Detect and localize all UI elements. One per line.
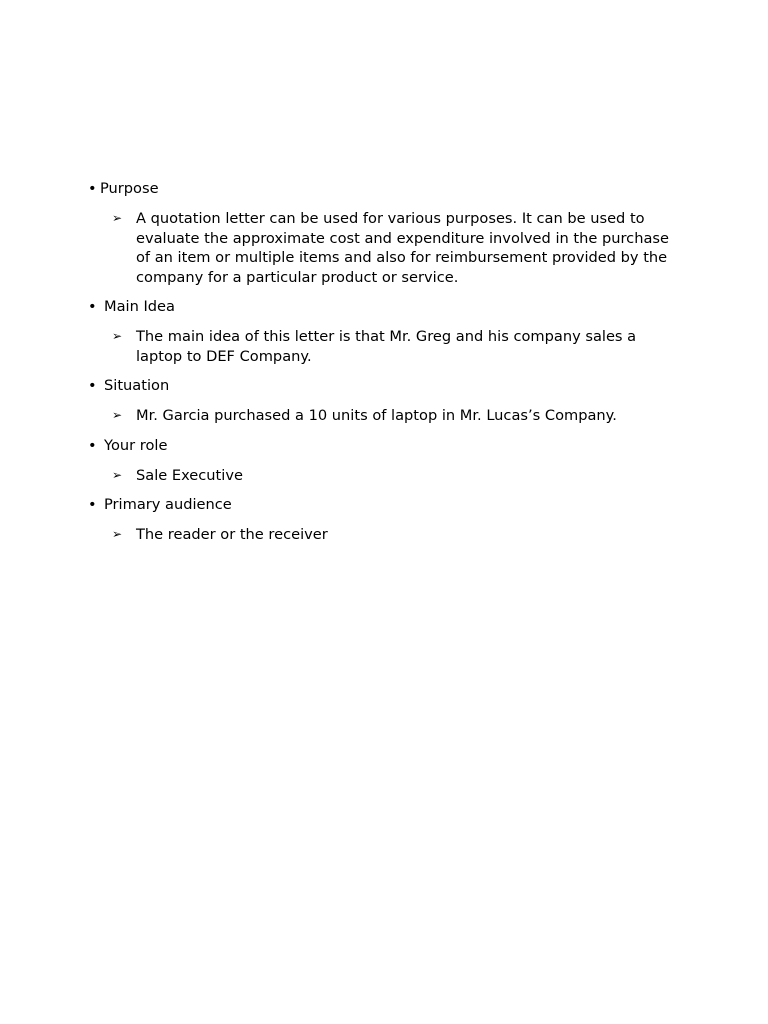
bullet-dot-icon: • [88,180,97,197]
bullet-item [88,376,678,396]
section-heading: Situation [104,377,170,394]
sub-bullet-item [112,327,678,366]
section-primary-audience [88,495,678,545]
sub-bullet-item [112,209,678,287]
section-detail: Sale Executive [136,466,243,484]
arrow-bullet-icon: ➢ [112,408,123,422]
bullet-item [88,297,678,317]
section-detail: The main idea of this letter is that Mr. Greg and his company sales a laptop to DEF Company. [136,328,637,365]
section-heading: Purpose [100,180,159,197]
arrow-bullet-icon: ➢ [112,211,123,225]
section-detail: A quotation letter can be used for various purposes. It can be used to evaluate the approximate cost and expenditure involved in the purchase of an item or multiple items and also for reimbursement provided by the company for a particular product or service. [136,210,669,286]
sub-bullet-item [112,406,678,426]
bullet-item [88,495,678,515]
bullet-dot-icon: • [88,377,97,394]
bullet-item [88,179,678,199]
section-detail: The reader or the receiver [136,526,328,543]
arrow-bullet-icon: ➢ [112,329,123,343]
arrow-bullet-icon: ➢ [112,527,123,541]
section-detail: Mr. Garcia purchased a 10 units of laptop in Mr. Lucas’s Company. [136,407,617,424]
section-your-role [88,436,678,486]
arrow-bullet-icon: ➢ [112,467,123,482]
section-heading: Main Idea [104,298,175,315]
section-heading: Your role [104,436,168,454]
document-body [88,179,678,555]
bullet-dot-icon: • [88,298,97,315]
section-purpose [88,179,678,287]
sub-bullet-item [112,466,678,486]
sub-bullet-item [112,525,678,545]
bullet-item [88,436,678,456]
section-main-idea [88,297,678,366]
section-situation [88,376,678,426]
bullet-dot-icon: • [88,496,97,513]
section-heading: Primary audience [104,496,232,513]
bullet-dot-icon: • [88,436,97,454]
